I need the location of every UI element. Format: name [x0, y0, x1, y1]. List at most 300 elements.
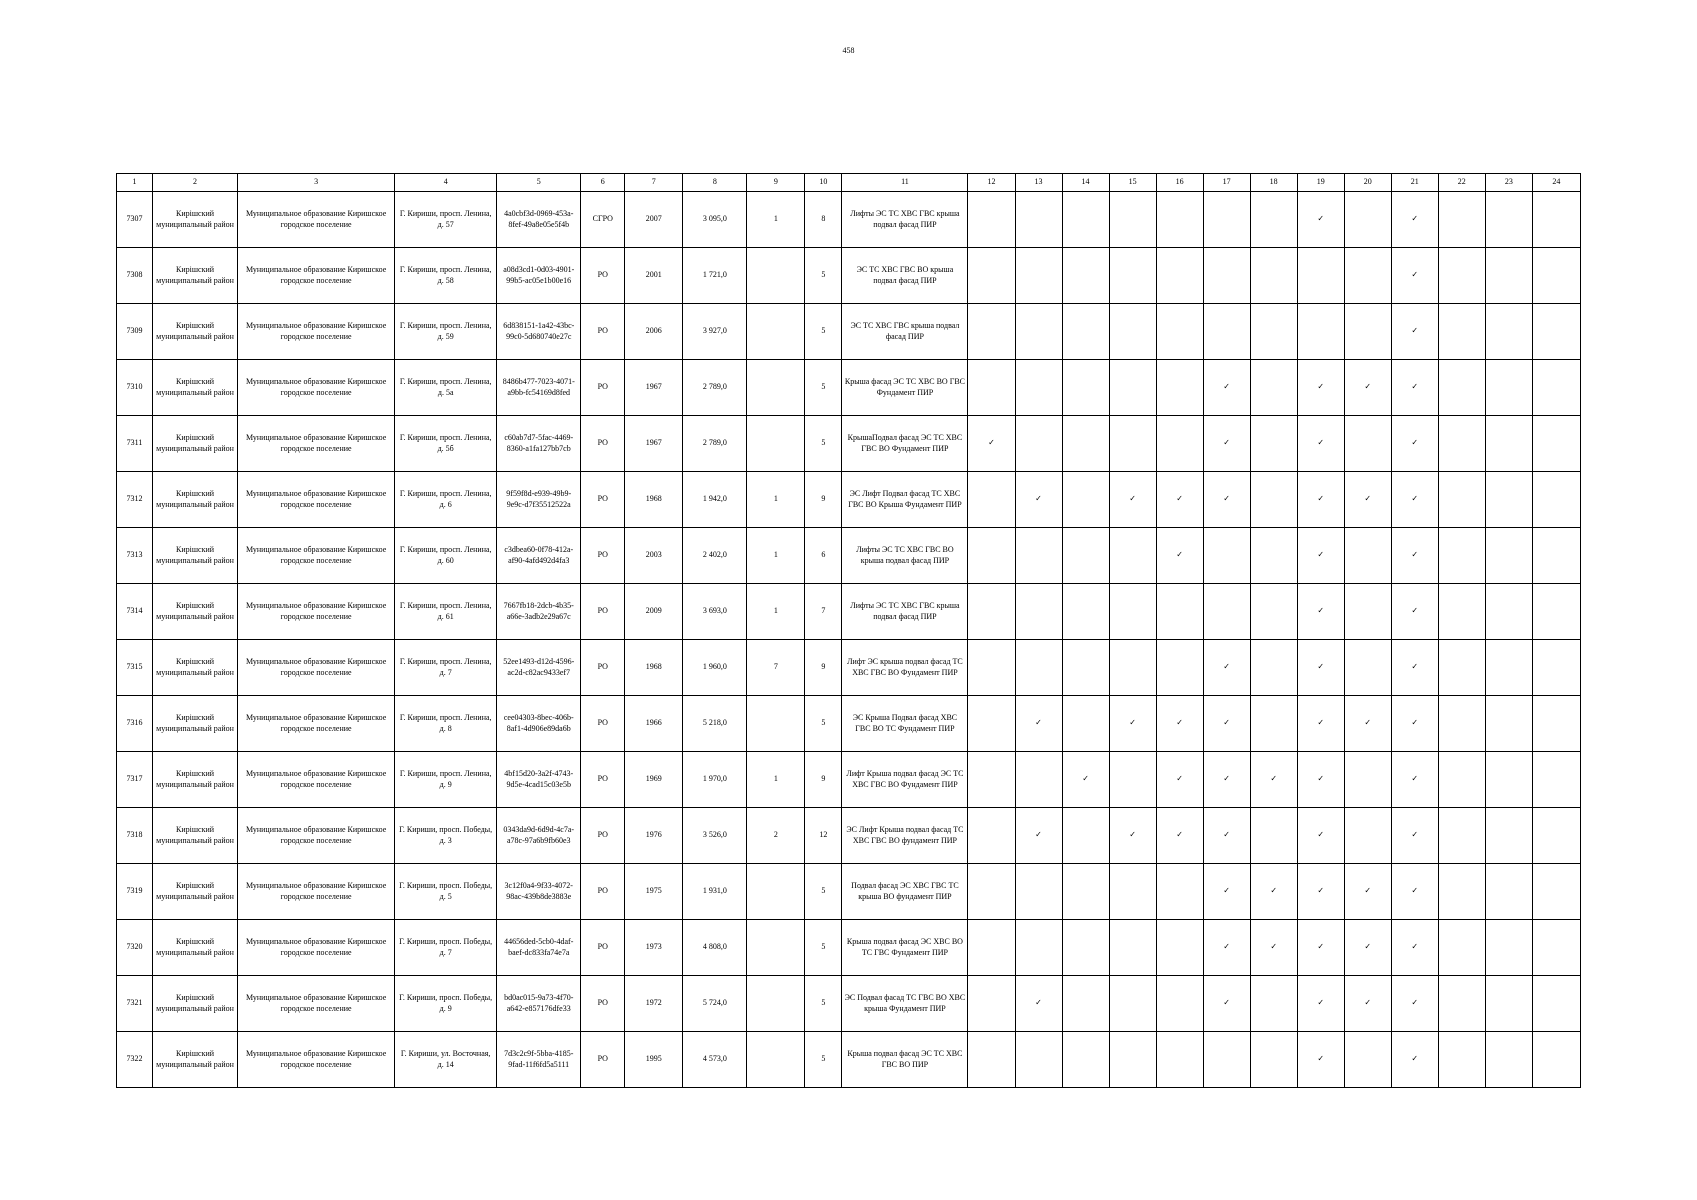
fund-type: РО: [581, 808, 625, 864]
column-number-row: [117, 174, 1581, 192]
build-year: 1968: [625, 472, 683, 528]
empty-cell: [1532, 472, 1580, 528]
house-guid: 4bf15d20-3a2f-4743-9d5e-4cad15c03e5b: [497, 752, 581, 808]
work-list: ЭС Лифт Крыша подвал фасад ТС ХВС ГВС ВО фундамент ПИР: [842, 808, 968, 864]
empty-cell: [1532, 360, 1580, 416]
district-name: Кирішский муниципальный район: [153, 864, 238, 920]
column-number-cell: 8: [683, 174, 747, 192]
empty-cell: [1109, 248, 1156, 304]
floor-count: 5: [805, 248, 842, 304]
empty-cell: [968, 528, 1015, 584]
lift-count: [747, 248, 805, 304]
address: Г. Кириши, просп. Ленина, д. 5б: [395, 416, 497, 472]
empty-cell: [1062, 528, 1109, 584]
empty-cell: [1485, 808, 1532, 864]
column-number-cell: 1: [117, 174, 153, 192]
row-number: 7315: [117, 640, 153, 696]
table-row: [117, 304, 1581, 360]
total-area: 4 573,0: [683, 1032, 747, 1088]
empty-cell: [1015, 920, 1062, 976]
empty-cell: [968, 752, 1015, 808]
total-area: 1 960,0: [683, 640, 747, 696]
check-mark-icon: ✓: [1109, 696, 1156, 752]
empty-cell: [1438, 752, 1485, 808]
work-list: Крыша фасад ЭС ТС ХВС ВО ГВС Фундамент ПИР: [842, 360, 968, 416]
empty-cell: [1109, 752, 1156, 808]
row-number: 7316: [117, 696, 153, 752]
empty-cell: [1203, 192, 1250, 248]
empty-cell: [1532, 752, 1580, 808]
build-year: 1973: [625, 920, 683, 976]
empty-cell: [1485, 360, 1532, 416]
empty-cell: [1344, 640, 1391, 696]
empty-cell: [1156, 360, 1203, 416]
work-list: Крыша подвал фасад ЭС ТС ХВС ГВС ВО ПИР: [842, 1032, 968, 1088]
table-row: [117, 472, 1581, 528]
empty-cell: [1062, 920, 1109, 976]
empty-cell: [1015, 1032, 1062, 1088]
column-number-cell: 9: [747, 174, 805, 192]
lift-count: [747, 416, 805, 472]
empty-cell: [968, 976, 1015, 1032]
build-year: 2009: [625, 584, 683, 640]
municipality-name: Муниципальное образование Киришское городское поселение: [238, 472, 395, 528]
empty-cell: [1015, 248, 1062, 304]
check-mark-icon: ✓: [1297, 808, 1344, 864]
empty-cell: [1485, 304, 1532, 360]
column-number-cell: 17: [1203, 174, 1250, 192]
empty-cell: [1485, 248, 1532, 304]
row-number: 7319: [117, 864, 153, 920]
empty-cell: [1156, 416, 1203, 472]
work-list: КрышаПодвал фасад ЭС ТС ХВС ГВС ВО Фундамент ПИР: [842, 416, 968, 472]
house-guid: cee04303-8bec-406b-8af1-4d906e89da6b: [497, 696, 581, 752]
work-list: Подвал фасад ЭС ХВС ГВС ТС крыша ВО фундамент ПИР: [842, 864, 968, 920]
check-mark-icon: ✓: [1297, 360, 1344, 416]
fund-type: РО: [581, 1032, 625, 1088]
column-number-cell: 4: [395, 174, 497, 192]
empty-cell: [1344, 528, 1391, 584]
empty-cell: [1438, 808, 1485, 864]
row-number: 7309: [117, 304, 153, 360]
lift-count: 7: [747, 640, 805, 696]
check-mark-icon: ✓: [1062, 752, 1109, 808]
empty-cell: [1015, 304, 1062, 360]
house-guid: 0343da9d-6d9d-4c7a-a78c-97a6b9fb60e3: [497, 808, 581, 864]
house-guid: 44656ded-5cb0-4daf-baef-dc833fa74e7a: [497, 920, 581, 976]
work-list: Лифты ЭС ТС ХВС ГВС крыша подвал фасад ПИР: [842, 584, 968, 640]
column-number-cell: 12: [968, 174, 1015, 192]
fund-type: РО: [581, 584, 625, 640]
check-mark-icon: ✓: [1391, 1032, 1438, 1088]
empty-cell: [1203, 528, 1250, 584]
check-mark-icon: ✓: [1391, 472, 1438, 528]
table-row: [117, 920, 1581, 976]
total-area: 3 693,0: [683, 584, 747, 640]
house-guid: 9f59f8d-e939-49b9-9e9c-d7f35512522a: [497, 472, 581, 528]
empty-cell: [1156, 1032, 1203, 1088]
district-name: Кирішский муниципальный район: [153, 696, 238, 752]
fund-type: РО: [581, 472, 625, 528]
empty-cell: [968, 920, 1015, 976]
floor-count: 5: [805, 1032, 842, 1088]
empty-cell: [1438, 976, 1485, 1032]
lift-count: [747, 864, 805, 920]
empty-cell: [1532, 1032, 1580, 1088]
empty-cell: [1250, 808, 1297, 864]
empty-cell: [1438, 304, 1485, 360]
table-body: [117, 174, 1581, 1088]
empty-cell: [1062, 864, 1109, 920]
address: Г. Кириши, просп. Ленина, д. 8: [395, 696, 497, 752]
total-area: 1 721,0: [683, 248, 747, 304]
address: Г. Кириши, ул. Восточная, д. 14: [395, 1032, 497, 1088]
empty-cell: [1344, 752, 1391, 808]
check-mark-icon: ✓: [1015, 976, 1062, 1032]
check-mark-icon: ✓: [1297, 584, 1344, 640]
municipality-name: Муниципальное образование Киришское городское поселение: [238, 976, 395, 1032]
check-mark-icon: ✓: [1250, 864, 1297, 920]
address: Г. Кириши, просп. Победы, д. 3: [395, 808, 497, 864]
check-mark-icon: ✓: [1297, 864, 1344, 920]
house-guid: 8486b477-7023-4071-a9bb-fc54169d8fed: [497, 360, 581, 416]
empty-cell: [1485, 640, 1532, 696]
check-mark-icon: ✓: [1250, 920, 1297, 976]
total-area: 3 095,0: [683, 192, 747, 248]
check-mark-icon: ✓: [1297, 752, 1344, 808]
total-area: 4 808,0: [683, 920, 747, 976]
fund-type: РО: [581, 864, 625, 920]
row-number: 7312: [117, 472, 153, 528]
check-mark-icon: ✓: [1391, 248, 1438, 304]
column-number-cell: 23: [1485, 174, 1532, 192]
municipality-name: Муниципальное образование Киришское городское поселение: [238, 304, 395, 360]
empty-cell: [1532, 192, 1580, 248]
check-mark-icon: ✓: [1391, 584, 1438, 640]
empty-cell: [1485, 696, 1532, 752]
check-mark-icon: ✓: [1344, 696, 1391, 752]
lift-count: [747, 1032, 805, 1088]
row-number: 7317: [117, 752, 153, 808]
empty-cell: [1344, 192, 1391, 248]
check-mark-icon: ✓: [1391, 192, 1438, 248]
address: Г. Кириши, просп. Ленина, д. 6: [395, 472, 497, 528]
empty-cell: [1297, 304, 1344, 360]
municipality-name: Муниципальное образование Киришское городское поселение: [238, 1032, 395, 1088]
column-number-cell: 18: [1250, 174, 1297, 192]
empty-cell: [1344, 416, 1391, 472]
check-mark-icon: ✓: [1203, 920, 1250, 976]
check-mark-icon: ✓: [1297, 416, 1344, 472]
column-number-cell: 3: [238, 174, 395, 192]
empty-cell: [1485, 920, 1532, 976]
total-area: 2 789,0: [683, 416, 747, 472]
empty-cell: [1109, 976, 1156, 1032]
column-number-cell: 13: [1015, 174, 1062, 192]
municipality-name: Муниципальное образование Киришское городское поселение: [238, 416, 395, 472]
empty-cell: [968, 472, 1015, 528]
empty-cell: [1203, 584, 1250, 640]
empty-cell: [1109, 584, 1156, 640]
check-mark-icon: ✓: [1297, 976, 1344, 1032]
district-name: Кирішский муниципальный район: [153, 584, 238, 640]
empty-cell: [1015, 584, 1062, 640]
build-year: 1967: [625, 360, 683, 416]
empty-cell: [1532, 528, 1580, 584]
empty-cell: [1485, 416, 1532, 472]
work-list: Лифты ЭС ТС ХВС ГВС ВО крыша подвал фасад ПИР: [842, 528, 968, 584]
empty-cell: [1250, 416, 1297, 472]
lift-count: 1: [747, 528, 805, 584]
column-number-cell: 11: [842, 174, 968, 192]
build-year: 1976: [625, 808, 683, 864]
check-mark-icon: ✓: [1344, 472, 1391, 528]
empty-cell: [1062, 976, 1109, 1032]
check-mark-icon: ✓: [1344, 864, 1391, 920]
lift-count: [747, 920, 805, 976]
empty-cell: [1250, 472, 1297, 528]
build-year: 1966: [625, 696, 683, 752]
fund-type: РО: [581, 248, 625, 304]
check-mark-icon: ✓: [1344, 360, 1391, 416]
floor-count: 12: [805, 808, 842, 864]
register-table: [116, 173, 1581, 1088]
total-area: 3 526,0: [683, 808, 747, 864]
municipality-name: Муниципальное образование Киришское городское поселение: [238, 752, 395, 808]
total-area: 3 927,0: [683, 304, 747, 360]
build-year: 1968: [625, 640, 683, 696]
house-guid: 7667fb18-2dcb-4b35-a66e-3adb2e29a67c: [497, 584, 581, 640]
municipality-name: Муниципальное образование Киришское городское поселение: [238, 920, 395, 976]
district-name: Кирішский муниципальный район: [153, 416, 238, 472]
work-list: ЭС Крыша Подвал фасад ХВС ГВС ВО ТС Фундамент ПИР: [842, 696, 968, 752]
empty-cell: [1344, 1032, 1391, 1088]
total-area: 5 724,0: [683, 976, 747, 1032]
check-mark-icon: ✓: [1297, 528, 1344, 584]
work-list: ЭС Подвал фасад ТС ГВС ВО ХВС крыша Фундамент ПИР: [842, 976, 968, 1032]
empty-cell: [1250, 696, 1297, 752]
empty-cell: [968, 696, 1015, 752]
floor-count: 9: [805, 752, 842, 808]
fund-type: РО: [581, 360, 625, 416]
empty-cell: [1156, 864, 1203, 920]
empty-cell: [1532, 696, 1580, 752]
floor-count: 5: [805, 864, 842, 920]
check-mark-icon: ✓: [1391, 920, 1438, 976]
house-guid: 6d838151-1a42-43bc-99c0-5d680740e27c: [497, 304, 581, 360]
district-name: Кирішский муниципальный район: [153, 248, 238, 304]
address: Г. Кириши, просп. Победы, д. 7: [395, 920, 497, 976]
lift-count: [747, 696, 805, 752]
empty-cell: [1438, 248, 1485, 304]
empty-cell: [1062, 472, 1109, 528]
check-mark-icon: ✓: [1344, 920, 1391, 976]
district-name: Кирішский муниципальный район: [153, 528, 238, 584]
empty-cell: [1485, 584, 1532, 640]
column-number-cell: 24: [1532, 174, 1580, 192]
empty-cell: [1015, 192, 1062, 248]
check-mark-icon: ✓: [968, 416, 1015, 472]
address: Г. Кириши, просп. Ленина, д. 7: [395, 640, 497, 696]
empty-cell: [1062, 808, 1109, 864]
district-name: Кирішский муниципальный район: [153, 472, 238, 528]
house-guid: 4a0cbf3d-0969-453a-8fef-49a8e05e5f4b: [497, 192, 581, 248]
floor-count: 7: [805, 584, 842, 640]
work-list: Лифт Крыша подвал фасад ЭС ТС ХВС ГВС ВО Фундамент ПИР: [842, 752, 968, 808]
district-name: Кирішский муниципальный район: [153, 640, 238, 696]
check-mark-icon: ✓: [1391, 360, 1438, 416]
address: Г. Кириши, просп. Победы, д. 9: [395, 976, 497, 1032]
empty-cell: [1156, 976, 1203, 1032]
empty-cell: [1250, 1032, 1297, 1088]
empty-cell: [1438, 1032, 1485, 1088]
fund-type: РО: [581, 528, 625, 584]
check-mark-icon: ✓: [1391, 416, 1438, 472]
check-mark-icon: ✓: [1391, 528, 1438, 584]
check-mark-icon: ✓: [1297, 472, 1344, 528]
lift-count: 1: [747, 752, 805, 808]
row-number: 7313: [117, 528, 153, 584]
municipality-name: Муниципальное образование Киришское городское поселение: [238, 808, 395, 864]
empty-cell: [1062, 416, 1109, 472]
check-mark-icon: ✓: [1203, 864, 1250, 920]
check-mark-icon: ✓: [1015, 696, 1062, 752]
fund-type: РО: [581, 696, 625, 752]
empty-cell: [1438, 192, 1485, 248]
address: Г. Кириши, просп. Ленина, д. 60: [395, 528, 497, 584]
municipality-name: Муниципальное образование Киришское городское поселение: [238, 192, 395, 248]
empty-cell: [1532, 416, 1580, 472]
empty-cell: [1250, 584, 1297, 640]
empty-cell: [968, 248, 1015, 304]
empty-cell: [1156, 920, 1203, 976]
check-mark-icon: ✓: [1156, 472, 1203, 528]
empty-cell: [1062, 192, 1109, 248]
empty-cell: [1485, 1032, 1532, 1088]
empty-cell: [1532, 920, 1580, 976]
table-row: [117, 752, 1581, 808]
empty-cell: [1485, 864, 1532, 920]
district-name: Кирішский муниципальный район: [153, 360, 238, 416]
empty-cell: [1203, 1032, 1250, 1088]
floor-count: 9: [805, 640, 842, 696]
table-row: [117, 640, 1581, 696]
empty-cell: [1344, 304, 1391, 360]
empty-cell: [1109, 864, 1156, 920]
total-area: 1 942,0: [683, 472, 747, 528]
district-name: Кирішский муниципальный район: [153, 192, 238, 248]
empty-cell: [1109, 192, 1156, 248]
check-mark-icon: ✓: [1109, 808, 1156, 864]
empty-cell: [968, 864, 1015, 920]
lift-count: [747, 360, 805, 416]
empty-cell: [1109, 920, 1156, 976]
empty-cell: [1156, 248, 1203, 304]
empty-cell: [968, 1032, 1015, 1088]
empty-cell: [1250, 360, 1297, 416]
municipality-name: Муниципальное образование Киришское городское поселение: [238, 864, 395, 920]
lift-count: [747, 976, 805, 1032]
total-area: 5 218,0: [683, 696, 747, 752]
empty-cell: [1438, 864, 1485, 920]
total-area: 2 402,0: [683, 528, 747, 584]
empty-cell: [1015, 416, 1062, 472]
page-number: 458: [842, 46, 855, 55]
table-row: [117, 360, 1581, 416]
floor-count: 5: [805, 920, 842, 976]
check-mark-icon: ✓: [1203, 640, 1250, 696]
lift-count: 1: [747, 192, 805, 248]
lift-count: 2: [747, 808, 805, 864]
empty-cell: [1485, 528, 1532, 584]
check-mark-icon: ✓: [1015, 472, 1062, 528]
check-mark-icon: ✓: [1250, 752, 1297, 808]
empty-cell: [1250, 976, 1297, 1032]
check-mark-icon: ✓: [1297, 192, 1344, 248]
work-list: ЭС Лифт Подвал фасад ТС ХВС ГВС ВО Крыша Фундамент ПИР: [842, 472, 968, 528]
column-number-cell: 14: [1062, 174, 1109, 192]
floor-count: 5: [805, 360, 842, 416]
empty-cell: [1438, 360, 1485, 416]
check-mark-icon: ✓: [1297, 640, 1344, 696]
check-mark-icon: ✓: [1203, 416, 1250, 472]
fund-type: РО: [581, 640, 625, 696]
empty-cell: [1532, 304, 1580, 360]
empty-cell: [1015, 640, 1062, 696]
district-name: Кирішский муниципальный район: [153, 808, 238, 864]
row-number: 7322: [117, 1032, 153, 1088]
empty-cell: [1532, 248, 1580, 304]
table-row: [117, 248, 1581, 304]
build-year: 1969: [625, 752, 683, 808]
check-mark-icon: ✓: [1391, 640, 1438, 696]
check-mark-icon: ✓: [1203, 808, 1250, 864]
column-number-cell: 19: [1297, 174, 1344, 192]
empty-cell: [1203, 248, 1250, 304]
check-mark-icon: ✓: [1391, 752, 1438, 808]
empty-cell: [1250, 192, 1297, 248]
empty-cell: [1062, 304, 1109, 360]
row-number: 7318: [117, 808, 153, 864]
empty-cell: [1532, 584, 1580, 640]
total-area: 2 789,0: [683, 360, 747, 416]
empty-cell: [1109, 360, 1156, 416]
empty-cell: [1250, 528, 1297, 584]
build-year: 1967: [625, 416, 683, 472]
check-mark-icon: ✓: [1391, 808, 1438, 864]
table-row: [117, 1032, 1581, 1088]
check-mark-icon: ✓: [1391, 864, 1438, 920]
empty-cell: [1062, 640, 1109, 696]
address: Г. Кириши, просп. Ленина, д. 5а: [395, 360, 497, 416]
lift-count: 1: [747, 584, 805, 640]
address: Г. Кириши, просп. Ленина, д. 57: [395, 192, 497, 248]
work-list: Крыша подвал фасад ЭС ХВС ВО ТС ГВС Фундамент ПИР: [842, 920, 968, 976]
empty-cell: [1344, 808, 1391, 864]
column-number-cell: 5: [497, 174, 581, 192]
column-number-cell: 15: [1109, 174, 1156, 192]
check-mark-icon: ✓: [1344, 976, 1391, 1032]
empty-cell: [968, 304, 1015, 360]
column-number-cell: 10: [805, 174, 842, 192]
address: Г. Кириши, просп. Ленина, д. 61: [395, 584, 497, 640]
check-mark-icon: ✓: [1203, 976, 1250, 1032]
row-number: 7321: [117, 976, 153, 1032]
column-number-cell: 21: [1391, 174, 1438, 192]
check-mark-icon: ✓: [1156, 808, 1203, 864]
empty-cell: [1250, 304, 1297, 360]
table-row: [117, 696, 1581, 752]
